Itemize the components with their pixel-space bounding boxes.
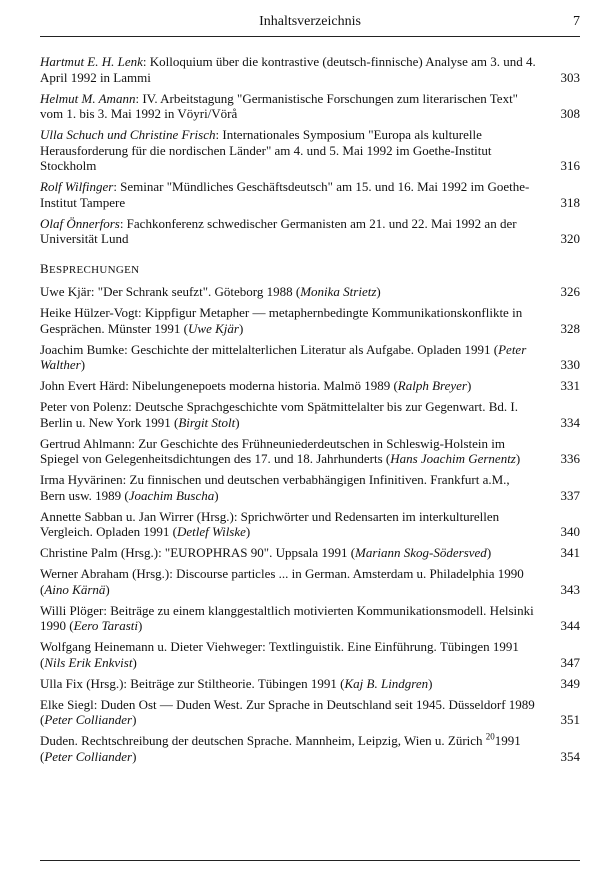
entry-title: : Internationales Symposium "Europa als kulturelle Herausforderung für die nordischen Länder" am 4. und 5. Mai 1992 im Goethe-Institut Stockholm bbox=[40, 127, 492, 173]
entry-page-number: 334 bbox=[560, 414, 580, 430]
entry-close: ) bbox=[214, 487, 219, 503]
entry-close: ) bbox=[466, 378, 472, 393]
entry-close: ) bbox=[428, 675, 433, 691]
toc-entry bbox=[40, 676, 580, 692]
entry-page-number: 351 bbox=[560, 712, 580, 727]
entry-title: Uwe Kjär: "Der Schrank seufzt". Göteborg 1988 ( bbox=[40, 284, 301, 299]
entry-title: Werner Abraham (Hrsg.): Discourse particles ... in German. Amsterdam u. Philadelphia 1990 ( bbox=[40, 566, 524, 597]
toc-entry bbox=[40, 399, 580, 430]
report-list bbox=[40, 54, 580, 247]
entry-title: Joachim Bumke: Geschichte der mittelalterlichen Literatur als Aufgabe. Opladen 1991 ( bbox=[40, 341, 499, 357]
toc-entry bbox=[40, 216, 580, 247]
entry-title: Annette Sabban u. Jan Wirrer (Hrsg.): Sprichwörter und Redensarten im interkulturellen Vergleich. Opladen 1991 ( bbox=[40, 508, 500, 539]
entry-text bbox=[40, 399, 554, 430]
entry-title: Wolfgang Heinemann u. Dieter Viehweger: Textlinguistik. Eine Einführung. Tübingen 1991 ( bbox=[40, 639, 519, 670]
entry-text bbox=[40, 509, 554, 540]
entry-reviewer: Aino Kärnä bbox=[44, 581, 106, 597]
entry-page-number: 316 bbox=[560, 158, 580, 173]
toc-entry bbox=[40, 54, 580, 85]
entry-text bbox=[40, 179, 554, 210]
entry-close: ) bbox=[245, 524, 251, 539]
toc-entry bbox=[40, 472, 580, 503]
toc-entry bbox=[40, 91, 580, 122]
entry-close: ) bbox=[132, 654, 137, 670]
entry-page-number: 341 bbox=[560, 545, 580, 560]
entry-reviewer: Joachim Buscha bbox=[128, 487, 215, 503]
entry-title: Heike Hülzer-Vogt: Kippfigur Metapher — metaphernbedingte Kommunikationskonflikte in Gesprächen. Münster 1991 ( bbox=[40, 305, 523, 336]
entry-text bbox=[40, 545, 554, 561]
entry-close: ) bbox=[132, 712, 137, 727]
entry-text bbox=[40, 305, 554, 336]
entry-close: ) bbox=[80, 357, 86, 372]
entry-page-number: 318 bbox=[560, 194, 580, 210]
entry-close: ) bbox=[376, 284, 381, 299]
entry-author: Hartmut E. H. Lenk bbox=[40, 54, 143, 69]
entry-close: ) bbox=[105, 581, 110, 597]
entry-page-number: 326 bbox=[560, 284, 580, 299]
entry-page-number: 331 bbox=[560, 378, 580, 393]
entry-reviewer: Nils Erik Enkvist bbox=[44, 654, 133, 670]
entry-author: Olaf Önnerfors bbox=[40, 215, 120, 231]
entry-text bbox=[40, 342, 554, 373]
entry-page-number: 343 bbox=[560, 581, 580, 597]
entry-title: Gertrud Ahlmann: Zur Geschichte des Frühneuniederdeutschen in Schleswig-Holstein im Spiegel von Gelegenheitsdichtungen des 17. und 18. Jahrhunderts ( bbox=[40, 435, 506, 466]
toc-entries bbox=[40, 54, 580, 770]
toc-entry bbox=[40, 545, 580, 561]
entry-close: ) bbox=[238, 320, 244, 336]
entry-text bbox=[40, 127, 554, 174]
page-title: Inhaltsverzeichnis bbox=[259, 14, 361, 29]
entry-reviewer: Mariann Skog-Södersved bbox=[355, 545, 487, 560]
entry-reviewer: Ralph Breyer bbox=[397, 378, 467, 393]
entry-page-number: 320 bbox=[560, 231, 580, 246]
entry-close: ) bbox=[138, 618, 143, 633]
toc-entry bbox=[40, 127, 580, 174]
section-heading: BESPRECHUNGEN bbox=[40, 260, 140, 276]
entry-reviewer: Peter Colliander bbox=[44, 712, 133, 727]
toc-entry bbox=[40, 179, 580, 210]
page-number: 7 bbox=[573, 14, 580, 29]
entry-page-number: 349 bbox=[560, 675, 580, 691]
entry-reviewer: Peter Colliander bbox=[44, 748, 133, 764]
entry-close: ) bbox=[235, 414, 240, 430]
entry-close: ) bbox=[515, 451, 521, 466]
entry-page-number: 354 bbox=[560, 748, 580, 764]
entry-text bbox=[40, 216, 554, 247]
entry-text bbox=[40, 472, 554, 503]
entry-close: ) bbox=[486, 545, 492, 560]
toc-entry bbox=[40, 509, 580, 540]
running-head bbox=[40, 14, 580, 36]
entry-reviewer: Eero Tarasti bbox=[73, 618, 139, 633]
entry-page-number: 336 bbox=[560, 451, 580, 466]
entry-title: Willi Plöger: Beiträge zu einem klanggestaltlich motivierten Kommunikationsmodell. Helsinki 1990 ( bbox=[40, 602, 534, 633]
entry-reviewer: Peter Walther bbox=[40, 341, 527, 372]
review-list bbox=[40, 284, 580, 764]
entry-author: Ulla Schuch und Christine Frisch bbox=[40, 127, 216, 142]
entry-title: : Seminar "Mündliches Geschäftsdeutsch" am 15. und 16. Mai 1992 im Goethe-Institut Tampere bbox=[40, 179, 530, 210]
entry-text bbox=[40, 733, 554, 764]
entry-text bbox=[40, 91, 554, 122]
entry-page-number: 340 bbox=[560, 524, 580, 539]
entry-page-number: 347 bbox=[560, 654, 580, 670]
entry-page-number: 308 bbox=[560, 106, 580, 121]
entry-title: Peter von Polenz: Deutsche Sprachgeschichte vom Spätmittelalter bis zur Gegenwart. Bd. I. Berlin u. New York 1991 ( bbox=[40, 399, 518, 430]
toc-entry bbox=[40, 566, 580, 597]
entry-text bbox=[40, 566, 554, 597]
toc-entry bbox=[40, 378, 580, 394]
entry-title: : Fachkonferenz schwedischer Germanisten am 21. und 22. Mai 1992 an der Universität Lund bbox=[40, 215, 517, 246]
entry-reviewer: Hans Joachim Gernentz bbox=[390, 451, 516, 466]
toc-entry bbox=[40, 603, 580, 634]
toc-entry bbox=[40, 284, 580, 300]
toc-entry bbox=[40, 733, 580, 764]
entry-title: John Evert Härd: Nibelungenepoets moderna historia. Malmö 1989 ( bbox=[40, 378, 398, 393]
footer-rule bbox=[40, 860, 580, 861]
entry-close: ) bbox=[132, 748, 137, 764]
entry-author: Rolf Wilfinger bbox=[40, 179, 114, 194]
entry-title: : IV. Arbeitstagung "Germanistische Forschungen zum literarischen Text" vom 1. bis 3. Mai 1992 in Vöyri/Vörå bbox=[40, 90, 518, 121]
entry-year: 1991 ( bbox=[40, 733, 521, 764]
entry-text bbox=[40, 54, 554, 85]
toc-entry bbox=[40, 305, 580, 336]
toc-entry bbox=[40, 639, 580, 670]
entry-reviewer: Birgit Stolt bbox=[178, 414, 236, 430]
entry-reviewer: Uwe Kjär bbox=[188, 320, 239, 336]
entry-text bbox=[40, 603, 554, 634]
entry-title: : Kolloquium über die kontrastive (deutsch-finnische) Analyse am 3. und 4. April 1992 in Lammi bbox=[40, 54, 536, 85]
entry-author: Helmut M. Amann bbox=[40, 90, 136, 106]
entry-reviewer: Monika Strietz bbox=[300, 284, 377, 299]
entry-text bbox=[40, 697, 554, 728]
edition-superscript: 20 bbox=[485, 731, 495, 742]
toc-entry bbox=[40, 697, 580, 728]
entry-page-number: 328 bbox=[560, 320, 580, 336]
toc-entry bbox=[40, 436, 580, 467]
entry-reviewer: Detlef Wilske bbox=[176, 524, 246, 539]
toc-entry bbox=[40, 342, 580, 373]
entry-page-number: 330 bbox=[560, 357, 580, 372]
entry-page-number: 344 bbox=[560, 618, 580, 633]
entry-title: Elke Siegl: Duden Ost — Duden West. Zur Sprache in Deutschland seit 1945. Düsseldorf 1989 ( bbox=[40, 696, 535, 727]
entry-reviewer: Kaj B. Lindgren bbox=[344, 675, 429, 691]
entry-page-number: 303 bbox=[560, 69, 580, 85]
entry-text bbox=[40, 436, 554, 467]
header-rule bbox=[40, 36, 580, 37]
entry-text bbox=[40, 284, 554, 300]
entry-text bbox=[40, 639, 554, 670]
entry-title: Irma Hyvärinen: Zu finnischen und deutschen verbabhängigen Infinitiven. Frankfurt a.M., Bern usw. 1989 ( bbox=[40, 472, 510, 503]
entry-title: Duden. Rechtschreibung der deutschen Sprache. Mannheim, Leipzig, Wien u. Zürich bbox=[40, 733, 486, 748]
entry-text bbox=[40, 378, 554, 394]
entry-title: Ulla Fix (Hrsg.): Beiträge zur Stiltheorie. Tübingen 1991 ( bbox=[40, 675, 345, 691]
entry-title: Christine Palm (Hrsg.): "EUROPHRAS 90". Uppsala 1991 ( bbox=[40, 545, 356, 560]
entry-page-number: 337 bbox=[560, 487, 580, 503]
entry-text bbox=[40, 676, 554, 692]
